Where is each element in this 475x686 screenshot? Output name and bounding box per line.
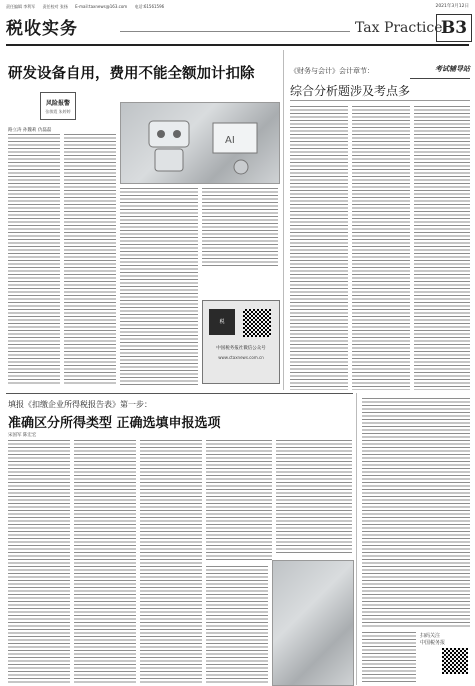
svg-text:AI: AI	[225, 135, 235, 146]
column-divider	[283, 50, 284, 390]
article3-byline: 宋国军 陈宏宏	[8, 433, 37, 438]
article3-col4	[206, 440, 272, 560]
qr-code[interactable]	[243, 309, 271, 337]
ad-logo: 税	[209, 309, 235, 335]
ad-name: 中国税务报社微信公众号	[216, 346, 266, 351]
masthead-divider	[120, 31, 350, 32]
article3-col5	[206, 566, 268, 684]
meta-email[interactable]: E-mail:taxnews@163.com	[75, 4, 128, 9]
article3-kicker: 填报《扣缴企业所得税报告表》第一步：	[8, 400, 152, 409]
section-title-cn: 税收实务	[6, 19, 78, 39]
page-number: B3	[436, 14, 472, 42]
article1-byline: 路立涛 孙魏莉 仇磊磊	[8, 128, 52, 133]
sidebar-text	[362, 632, 416, 684]
article2-title: 综合分析题涉及考点多	[290, 84, 411, 98]
meta-phone: 电话:61561596	[134, 4, 165, 9]
robot-icon	[121, 103, 279, 183]
robot-illustration	[120, 102, 280, 184]
sidebar-qr-code[interactable]	[442, 648, 468, 674]
bottom-photo	[272, 560, 354, 686]
article1-col4	[202, 188, 278, 266]
header-rule	[6, 44, 469, 46]
ad-url[interactable]: www.ctaxnews.com.cn	[218, 355, 264, 360]
article1-col2	[64, 134, 116, 386]
article1-col3	[120, 188, 198, 386]
section-title-en: Tax Practice	[355, 20, 443, 36]
article3-title: 准确区分所得类型 正确选填申报选项	[8, 416, 221, 431]
mid-divider	[6, 393, 353, 394]
article2-series: 《财务与会计》会计章节：	[290, 67, 374, 75]
article3-col6	[276, 440, 352, 554]
meta-proofreader: 责任校对 张扬	[42, 4, 68, 9]
article1-col1	[8, 134, 60, 386]
risk-badge-label: 风险报警	[45, 100, 70, 107]
article2-col3	[414, 106, 470, 390]
header-meta	[6, 3, 469, 11]
article2-col1	[290, 106, 348, 390]
risk-badge	[40, 92, 76, 120]
column-tag: 考试辅导站	[410, 64, 470, 79]
article3-col2	[74, 440, 136, 684]
article2-col4	[362, 398, 470, 628]
issue-date: 2021年3月12日	[435, 4, 469, 9]
article3-col1	[8, 440, 70, 684]
right-divider	[356, 393, 357, 685]
article2-col2	[352, 106, 410, 390]
sidebar-promo[interactable]	[420, 632, 470, 684]
meta-editor: 责任编辑 李利军	[6, 4, 36, 9]
sidebar-promo-line2: 中国税务报	[420, 640, 446, 646]
wechat-ad[interactable]	[202, 300, 280, 384]
sidebar-promo-line1: 扫码关注	[420, 633, 441, 639]
article1-title: 研发设备自用，费用不能全额加计扣除	[8, 66, 255, 82]
article3-col3	[140, 440, 202, 684]
article2-rule	[290, 100, 470, 101]
risk-badge-sub: 张敏霞 朱婷婷	[45, 109, 71, 114]
